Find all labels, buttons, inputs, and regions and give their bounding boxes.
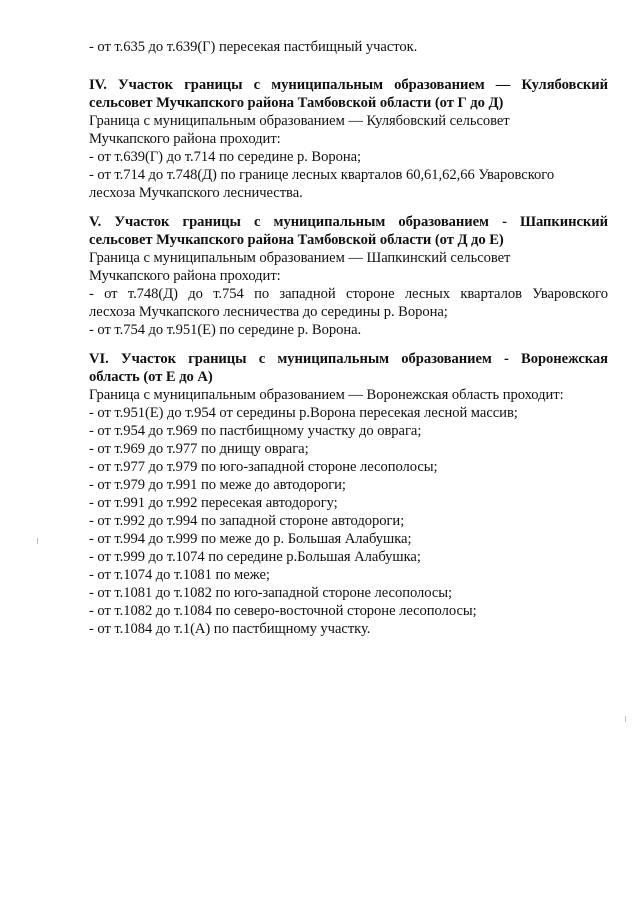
section6-body-line: - от т.1074 до т.1081 по меже; (89, 567, 270, 583)
section4-heading-line1: IV. Участок границы с муниципальным образованием — Кулябовский (89, 77, 608, 93)
section4-body-line: - от т.714 до т.748(Д) по границе лесных кварталов 60,61,62,66 Уваровского (89, 167, 555, 183)
scan-speck (625, 716, 626, 722)
section5-body-line: - от т.754 до т.951(Е) по середине р. Ворона. (89, 322, 362, 338)
section5-body-line: лесхоза Мучкапского лесничества до середины р. Ворона; (89, 304, 448, 320)
section6-body-line: - от т.992 до т.994 по западной стороне автодороги; (89, 513, 405, 529)
section6-body-line: - от т.1082 до т.1084 по северо-восточной стороне лесополосы; (89, 603, 477, 619)
section6-heading-line2: область (от Е до А) (89, 369, 213, 385)
section5-body-line: Граница с муниципальным образованием — Шапкинский сельсовет (89, 250, 511, 266)
section4-body-line: - от т.639(Г) до т.714 по середине р. Ворона; (89, 149, 362, 165)
section4-heading-line2: сельсовет Мучкапского района Тамбовской области (от Г до Д) (89, 95, 504, 111)
section5-heading-line1: V. Участок границы с муниципальным образованием - Шапкинский (89, 214, 608, 230)
section6-body-line: Граница с муниципальным образованием — Воронежская область проходит: (89, 387, 564, 403)
section6-body-line: - от т.969 до т.977 по днищу оврага; (89, 441, 309, 457)
section5-heading-line2: сельсовет Мучкапского района Тамбовской области (от Д до Е) (89, 232, 504, 248)
section5-body-line: Мучкапского района проходит: (89, 268, 281, 284)
section6-body-line: - от т.951(Е) до т.954 от середины р.Ворона пересекая лесной массив; (89, 405, 518, 421)
section4-body-line: Мучкапского района проходит: (89, 131, 281, 147)
section6-body-line: - от т.1081 до т.1082 по юго-западной стороне лесополосы; (89, 585, 453, 601)
intro-line: - от т.635 до т.639(Г) пересекая пастбищный участок. (89, 39, 418, 55)
section4-body-line: лесхоза Мучкапского лесничества. (89, 185, 303, 201)
section4-body-line: Граница с муниципальным образованием — Кулябовский сельсовет (89, 113, 510, 129)
section6-body-line: - от т.1084 до т.1(А) по пастбищному участку. (89, 621, 371, 637)
section6-heading-line1: VI. Участок границы с муниципальным образованием - Воронежская (89, 351, 608, 367)
section6-body-line: - от т.999 до т.1074 по середине р.Большая Алабушка; (89, 549, 421, 565)
section6-body-line: - от т.977 до т.979 по юго-западной стороне лесополосы; (89, 459, 438, 475)
scan-speck (37, 538, 38, 544)
section6-body-line: - от т.954 до т.969 по пастбищному участку до оврага; (89, 423, 422, 439)
section5-body-line: - от т.748(Д) до т.754 по западной стороне лесных кварталов Уваровского (89, 286, 608, 302)
section6-body-line: - от т.979 до т.991 по меже до автодороги; (89, 477, 346, 493)
section6-body-line: - от т.991 до т.992 пересекая автодорогу; (89, 495, 338, 511)
section6-body-line: - от т.994 до т.999 по меже до р. Большая Алабушка; (89, 531, 412, 547)
